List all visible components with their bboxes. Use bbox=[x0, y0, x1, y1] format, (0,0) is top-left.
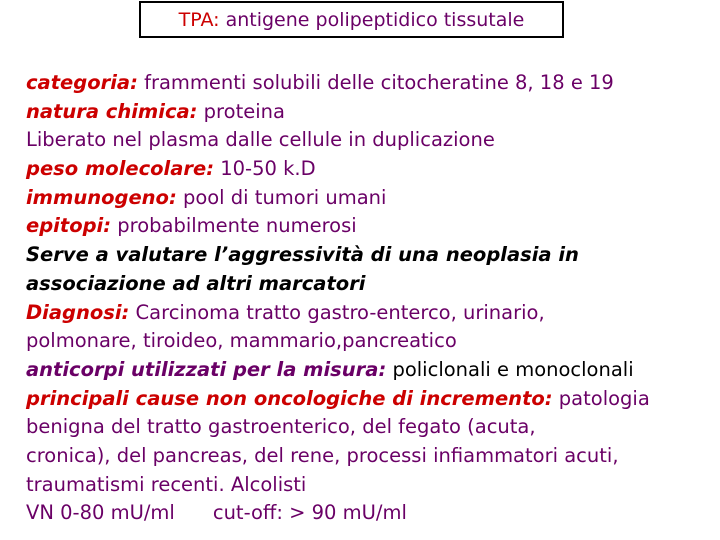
diagnosi-text-1: Carcinoma tratto gastro-enterco, urinario, bbox=[129, 300, 545, 324]
cause-text-4: traumatismi recenti. Alcolisti bbox=[26, 472, 307, 496]
natura-text: proteina bbox=[197, 99, 285, 123]
epitopi-label: epitopi: bbox=[26, 214, 112, 238]
title-label: TPA: bbox=[178, 8, 220, 31]
peso-text: 10-50 k.D bbox=[214, 157, 316, 181]
categoria-text: frammenti solubili delle citocheratine 8, 18 e 19 bbox=[137, 71, 614, 94]
line-epitopi bbox=[26, 212, 710, 241]
line-immunogeno bbox=[26, 184, 710, 213]
line-cause-1 bbox=[26, 385, 710, 414]
line-cause-4 bbox=[26, 471, 710, 500]
cause-label: principali cause non oncologiche di incremento: bbox=[26, 386, 553, 410]
line-cause-3 bbox=[26, 442, 710, 471]
line-anticorpi bbox=[26, 356, 710, 385]
peso-label: peso molecolare: bbox=[26, 157, 215, 181]
cutoff-value: cut-off: > 90 mU/ml bbox=[212, 501, 407, 525]
line-diagnosi-1 bbox=[26, 299, 710, 328]
title-box bbox=[139, 1, 564, 38]
epitopi-text: probabilmente numerosi bbox=[111, 214, 357, 238]
title-text: antigene polipeptidico tissutale bbox=[219, 8, 525, 31]
diagnosi-text-2: polmonare, tiroideo, mammario,pancreatico bbox=[26, 329, 457, 353]
anticorpi-text: policlonali e monoclonali bbox=[386, 357, 634, 381]
cause-text-2: benigna del tratto gastroenterico, del fegato (acuta, bbox=[26, 415, 536, 439]
line-liberato bbox=[26, 126, 710, 155]
natura-label: natura chimica: bbox=[26, 99, 198, 123]
cause-text-3: cronica), del pancreas, del rene, processi infiammatori acuti, bbox=[26, 443, 619, 467]
line-categoria bbox=[26, 69, 710, 98]
serve-text-1: Serve a valutare l’aggressività di una neoplasia in bbox=[26, 243, 579, 267]
line-natura bbox=[26, 98, 710, 127]
vn-range: VN 0-80 mU/ml bbox=[26, 501, 175, 525]
cause-text-1: patologia bbox=[552, 386, 650, 410]
anticorpi-label: anticorpi utilizzati per la misura: bbox=[26, 357, 387, 381]
diagnosi-label: Diagnosi: bbox=[26, 300, 130, 324]
line-cause-2 bbox=[26, 413, 710, 442]
immunogeno-text: pool di tumori umani bbox=[176, 185, 387, 209]
line-valori bbox=[26, 499, 710, 528]
content-body bbox=[26, 69, 710, 528]
categoria-label: categoria: bbox=[26, 71, 138, 94]
immunogeno-label: immunogeno: bbox=[26, 185, 177, 209]
line-peso bbox=[26, 155, 710, 184]
liberato-text: Liberato nel plasma dalle cellule in duplicazione bbox=[26, 128, 495, 152]
serve-text-2: associazione ad altri marcatori bbox=[26, 271, 366, 295]
line-serve-2 bbox=[26, 270, 710, 299]
line-diagnosi-2 bbox=[26, 327, 710, 356]
line-serve-1 bbox=[26, 241, 710, 270]
